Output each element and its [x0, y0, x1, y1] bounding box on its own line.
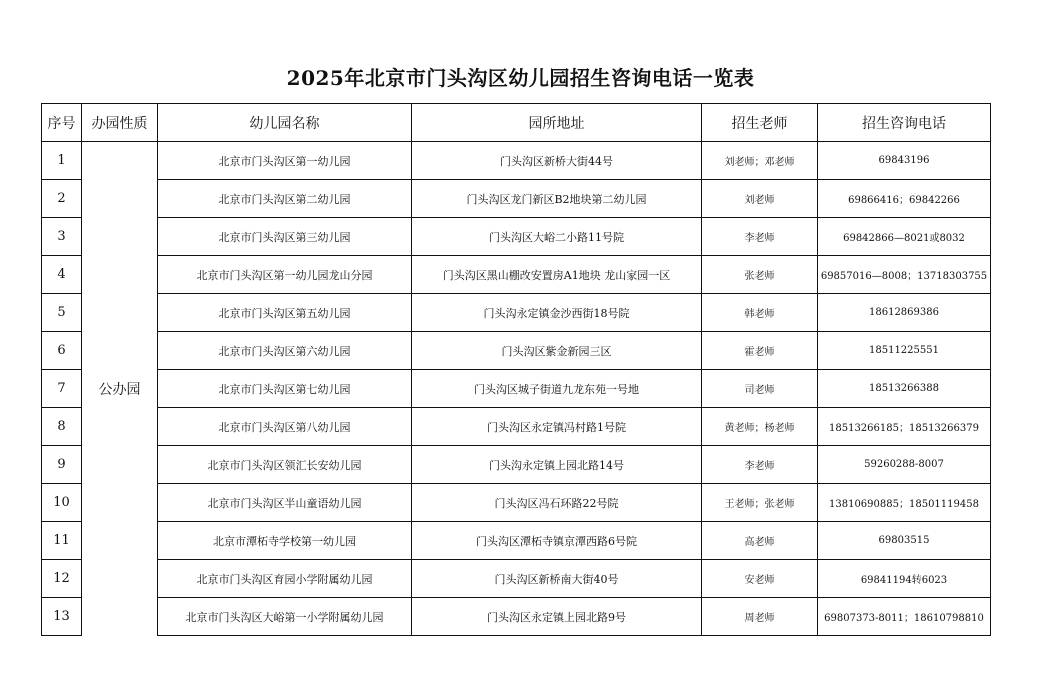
- cell-name: 北京市门头沟区大峪第一小学附属幼儿园: [158, 598, 412, 636]
- cell-name: 北京市门头沟区第七幼儿园: [158, 370, 412, 408]
- cell-address: 门头沟区黑山棚改安置房A1地块 龙山家园一区: [412, 256, 702, 294]
- cell-phone: 18513266388: [818, 370, 991, 408]
- cell-phone: 13810690885；18501119458: [818, 484, 991, 522]
- cell-teacher: 霍老师: [702, 332, 818, 370]
- cell-address: 门头沟区紫金新园三区: [412, 332, 702, 370]
- table-row: [42, 446, 991, 484]
- cell-address: 门头沟区龙门新区B2地块第二幼儿园: [412, 180, 702, 218]
- table-row: [42, 408, 991, 446]
- cell-teacher: 李老师: [702, 446, 818, 484]
- table-row: [42, 180, 991, 218]
- table-row: [42, 256, 991, 294]
- table-body: [42, 142, 991, 636]
- table-row: [42, 370, 991, 408]
- cell-no: 10: [42, 484, 82, 522]
- cell-teacher: 安老师: [702, 560, 818, 598]
- cell-address: 门头沟区大峪二小路11号院: [412, 218, 702, 256]
- cell-teacher: 王老师；张老师: [702, 484, 818, 522]
- table-row: [42, 142, 991, 180]
- cell-phone: 18513266185；18513266379: [818, 408, 991, 446]
- cell-teacher: 韩老师: [702, 294, 818, 332]
- cell-no: 1: [42, 142, 82, 180]
- cell-teacher: 刘老师；邓老师: [702, 142, 818, 180]
- cell-no: 13: [42, 598, 82, 636]
- table-row: [42, 522, 991, 560]
- cell-phone: 69807373-8011；18610798810: [818, 598, 991, 636]
- cell-no: 11: [42, 522, 82, 560]
- cell-phone: 59260288-8007: [818, 446, 991, 484]
- cell-phone: 18511225551: [818, 332, 991, 370]
- cell-teacher: 司老师: [702, 370, 818, 408]
- cell-phone: 69843196: [818, 142, 991, 180]
- cell-address: 门头沟区永定镇上园北路9号: [412, 598, 702, 636]
- table-row: [42, 560, 991, 598]
- header-cell-teacher: 招生老师: [702, 104, 818, 142]
- cell-name: 北京市门头沟区第五幼儿园: [158, 294, 412, 332]
- cell-name: 北京市门头沟区育园小学附属幼儿园: [158, 560, 412, 598]
- cell-name: 北京市门头沟区第八幼儿园: [158, 408, 412, 446]
- table-row: [42, 598, 991, 636]
- cell-teacher: 张老师: [702, 256, 818, 294]
- cell-teacher: 周老师: [702, 598, 818, 636]
- header-cell-no: 序号: [42, 104, 82, 142]
- cell-name: 北京市门头沟区领汇长安幼儿园: [158, 446, 412, 484]
- cell-address: 门头沟区新桥大街44号: [412, 142, 702, 180]
- page-title: 2025年北京市门头沟区幼儿园招生咨询电话一览表: [286, 66, 755, 90]
- cell-address: 门头沟区潭柘寺镇京潭西路6号院: [412, 522, 702, 560]
- cell-type: 公办园: [82, 142, 158, 636]
- cell-phone: 69841194转6023: [818, 560, 991, 598]
- header-cell-type: 办园性质: [82, 104, 158, 142]
- cell-teacher: 李老师: [702, 218, 818, 256]
- table-row: [42, 294, 991, 332]
- cell-no: 8: [42, 408, 82, 446]
- cell-name: 北京市门头沟区第一幼儿园龙山分园: [158, 256, 412, 294]
- table-row: [42, 332, 991, 370]
- cell-phone: 18612869386: [818, 294, 991, 332]
- cell-no: 9: [42, 446, 82, 484]
- cell-address: 门头沟区城子街道九龙东苑一号地: [412, 370, 702, 408]
- table-row: [42, 218, 991, 256]
- cell-no: 3: [42, 218, 82, 256]
- enrollment-table: [41, 103, 991, 636]
- cell-no: 4: [42, 256, 82, 294]
- cell-name: 北京市门头沟区半山童语幼儿园: [158, 484, 412, 522]
- cell-phone: 69857016—8008；13718303755: [818, 256, 991, 294]
- cell-phone: 69842866—8021或8032: [818, 218, 991, 256]
- cell-phone: 69866416；69842266: [818, 180, 991, 218]
- cell-name: 北京市门头沟区第三幼儿园: [158, 218, 412, 256]
- cell-teacher: 高老师: [702, 522, 818, 560]
- table-row: [42, 484, 991, 522]
- cell-name: 北京市门头沟区第一幼儿园: [158, 142, 412, 180]
- cell-address: 门头沟区冯石环路22号院: [412, 484, 702, 522]
- cell-name: 北京市潭柘寺学校第一幼儿园: [158, 522, 412, 560]
- cell-teacher: 刘老师: [702, 180, 818, 218]
- table-header: [42, 104, 991, 142]
- cell-name: 北京市门头沟区第六幼儿园: [158, 332, 412, 370]
- header-cell-address: 园所地址: [412, 104, 702, 142]
- header-cell-phone: 招生咨询电话: [818, 104, 991, 142]
- header-row: [42, 104, 991, 142]
- cell-no: 5: [42, 294, 82, 332]
- cell-name: 北京市门头沟区第二幼儿园: [158, 180, 412, 218]
- header-cell-name: 幼儿园名称: [158, 104, 412, 142]
- cell-no: 12: [42, 560, 82, 598]
- cell-no: 2: [42, 180, 82, 218]
- cell-no: 7: [42, 370, 82, 408]
- cell-teacher: 黄老师；杨老师: [702, 408, 818, 446]
- cell-address: 门头沟永定镇金沙西街18号院: [412, 294, 702, 332]
- cell-address: 门头沟区新桥南大街40号: [412, 560, 702, 598]
- cell-address: 门头沟区永定镇冯村路1号院: [412, 408, 702, 446]
- cell-phone: 69803515: [818, 522, 991, 560]
- cell-no: 6: [42, 332, 82, 370]
- cell-address: 门头沟永定镇上园北路14号: [412, 446, 702, 484]
